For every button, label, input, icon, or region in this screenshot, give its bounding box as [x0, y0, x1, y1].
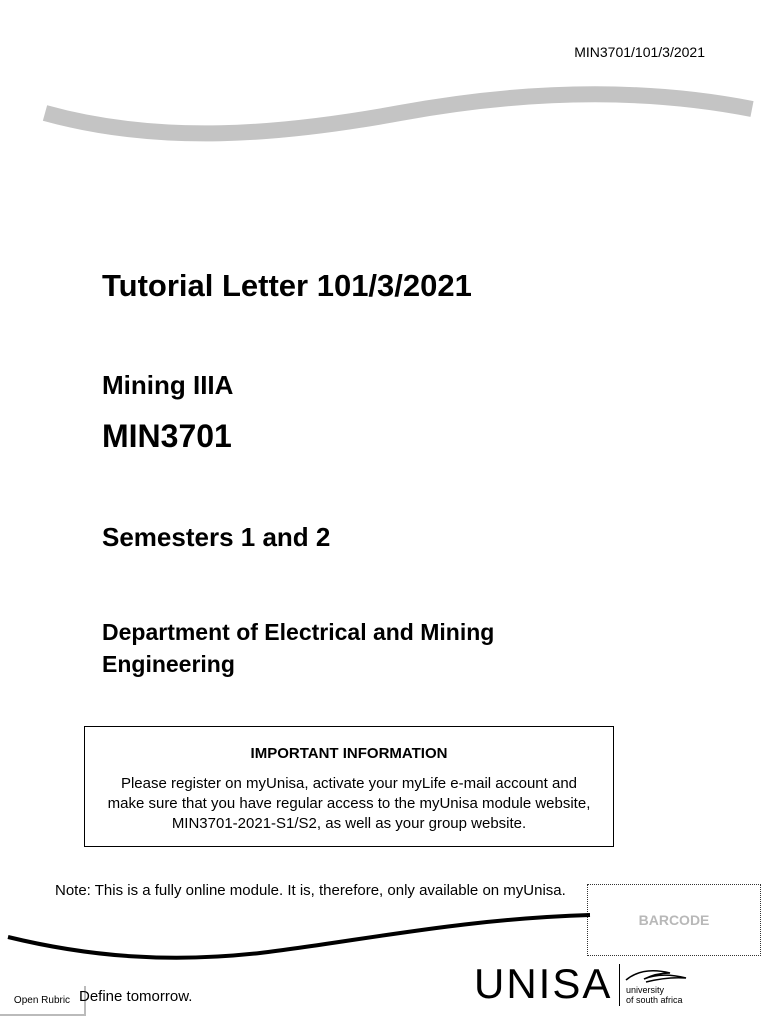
- unisa-logo-wordmark: UNISA: [474, 960, 613, 1007]
- unisa-tagline: Define tomorrow.: [79, 988, 193, 1005]
- logo-sub-line-2: of south africa: [626, 995, 683, 1005]
- module-code: MIN3701: [102, 418, 232, 454]
- unisa-logo-subtitle: [626, 985, 683, 1005]
- tutorial-letter-title: Tutorial Letter 101/3/2021: [102, 268, 472, 303]
- document-reference: MIN3701/101/3/2021: [574, 44, 705, 60]
- top-swoosh-decoration: [40, 75, 760, 145]
- department-name: Department of Electrical and Mining Engineering: [102, 619, 495, 677]
- logo-divider: [619, 964, 620, 1006]
- unisa-bird-icon: [624, 968, 690, 984]
- logo-sub-line-1: university: [626, 985, 665, 995]
- module-name: Mining IIIA: [102, 370, 234, 400]
- barcode-placeholder: BARCODE: [587, 884, 761, 956]
- important-information-body: Please register on myUnisa, activate your myLife e-mail account and make sure that you have regular access to the myUnisa module website, MIN3701-2021-S1/S2, as well as your group website.: [107, 775, 591, 832]
- important-information-box: [84, 726, 614, 847]
- online-module-note: Note: This is a fully online module. It is, therefore, only available on myUnisa.: [55, 882, 566, 899]
- open-rubric-button[interactable]: Open Rubric: [0, 986, 86, 1016]
- important-information-heading: IMPORTANT INFORMATION: [250, 745, 448, 762]
- semesters: Semesters 1 and 2: [102, 522, 331, 552]
